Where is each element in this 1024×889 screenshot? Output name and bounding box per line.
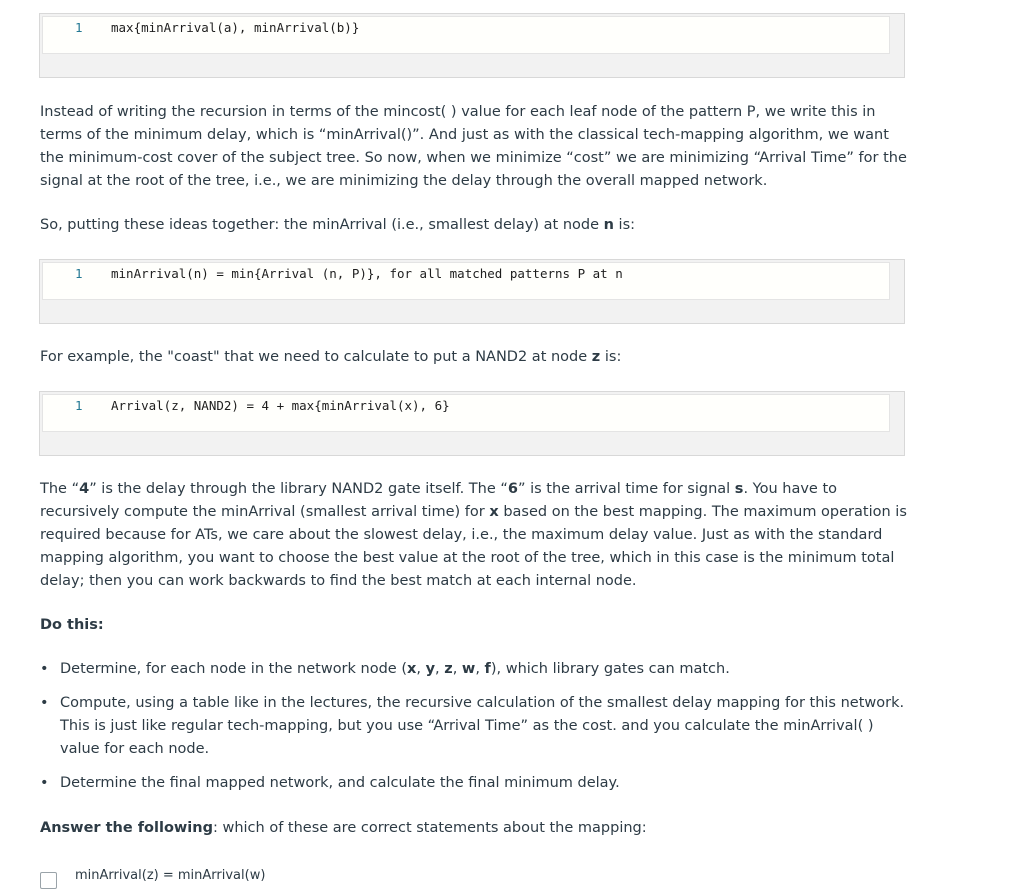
list-item (40, 658, 912, 681)
text: , (475, 661, 485, 677)
line-number: 1 (75, 266, 83, 281)
answer-label: Answer the following (40, 820, 213, 836)
code-block-arrival (39, 391, 905, 456)
text: Compute, using a table like in the lectures, the recursive calculation of the smallest delay mapping for this network. This is just like regular tech-mapping, but you use “Arrival Time” as the cost. and you calculate the minArrival( ) value for each node. (60, 695, 905, 757)
bold-s: s (734, 481, 744, 497)
bullet: • (40, 695, 49, 711)
text: , (416, 661, 426, 677)
text: , (452, 661, 462, 677)
code-block-max (39, 13, 905, 78)
paragraph-example (40, 346, 908, 369)
task-list (40, 658, 912, 806)
code-line: max{minArrival(a), minArrival(b)} (111, 20, 360, 35)
answer-checkbox[interactable] (40, 872, 57, 889)
bold-f: f (484, 661, 491, 677)
bold-4: 4 (79, 481, 90, 497)
bold-y: y (425, 661, 436, 677)
text: The “ (40, 481, 80, 497)
bullet: • (40, 775, 49, 791)
bold-x: x (489, 504, 499, 520)
line-number: 1 (75, 398, 83, 413)
text: is: (613, 217, 636, 233)
text: ” is the delay through the library NAND2 gate itself. The “ (89, 481, 508, 497)
list-item (40, 772, 912, 795)
do-this-heading: Do this: (40, 617, 104, 633)
bold-6: 6 (507, 481, 518, 497)
bold-w: w (461, 661, 476, 677)
text: , (435, 661, 445, 677)
text: is: (600, 349, 622, 365)
bold-x: x (406, 661, 417, 677)
answer-prompt (40, 817, 908, 840)
line-number: 1 (75, 20, 83, 35)
paragraph-explanation (40, 478, 908, 593)
code-editor[interactable] (42, 394, 890, 432)
text: For example, the "coast" that we need to calculate to put a NAND2 at node (40, 349, 592, 365)
bold-node-z: z (591, 349, 601, 365)
bold-z: z (444, 661, 453, 677)
text: So, putting these ideas together: the minArrival (i.e., smallest delay) at node (40, 217, 604, 233)
text: based on the best mapping. The maximum operation is required because for ATs, we care about the slowest delay, i.e., the maximum delay value. Just as with the standard mapping algorithm, you want to choose the best value at the root of the tree, which in this case is the minimum total delay; then you can work backwards to find the best match at each internal node. (40, 504, 907, 589)
text: ” is the arrival time for signal (517, 481, 735, 497)
text: ), which library gates can match. (490, 661, 730, 677)
code-block-minarrival (39, 259, 905, 324)
text: Determine, for each node in the network node ( (60, 661, 407, 677)
paragraph-recursion: Instead of writing the recursion in terms of the mincost( ) value for each leaf node of the pattern P, we write this in terms of the minimum delay, which is “minArrival()”. And just as with the classical tech-mapping algorithm, we want the minimum-cost cover of the subject tree. So now, when we minimize “cost” we are minimizing “Arrival Time” for the signal at the root of the tree, i.e., we are minimizing the delay through the overall mapped network. (40, 104, 907, 189)
list-item (40, 692, 912, 761)
bullet: • (40, 661, 49, 677)
code-line: Arrival(z, NAND2) = 4 + max{minArrival(x), 6} (111, 398, 450, 413)
text: Determine the final mapped network, and calculate the final minimum delay. (60, 775, 620, 791)
code-editor[interactable] (42, 262, 890, 300)
code-line: minArrival(n) = min{Arrival (n, P)}, for all matched patterns P at n (111, 266, 623, 281)
answer-option-label[interactable]: minArrival(z) = minArrival(w) (75, 868, 266, 883)
text: : which of these are correct statements about the mapping: (212, 820, 647, 836)
paragraph-putting-together (40, 214, 908, 237)
bold-node-n: n (603, 217, 614, 233)
text: . You have to recursively compute the minArrival (smallest arrival time) for (40, 481, 838, 520)
code-editor[interactable] (42, 16, 890, 54)
